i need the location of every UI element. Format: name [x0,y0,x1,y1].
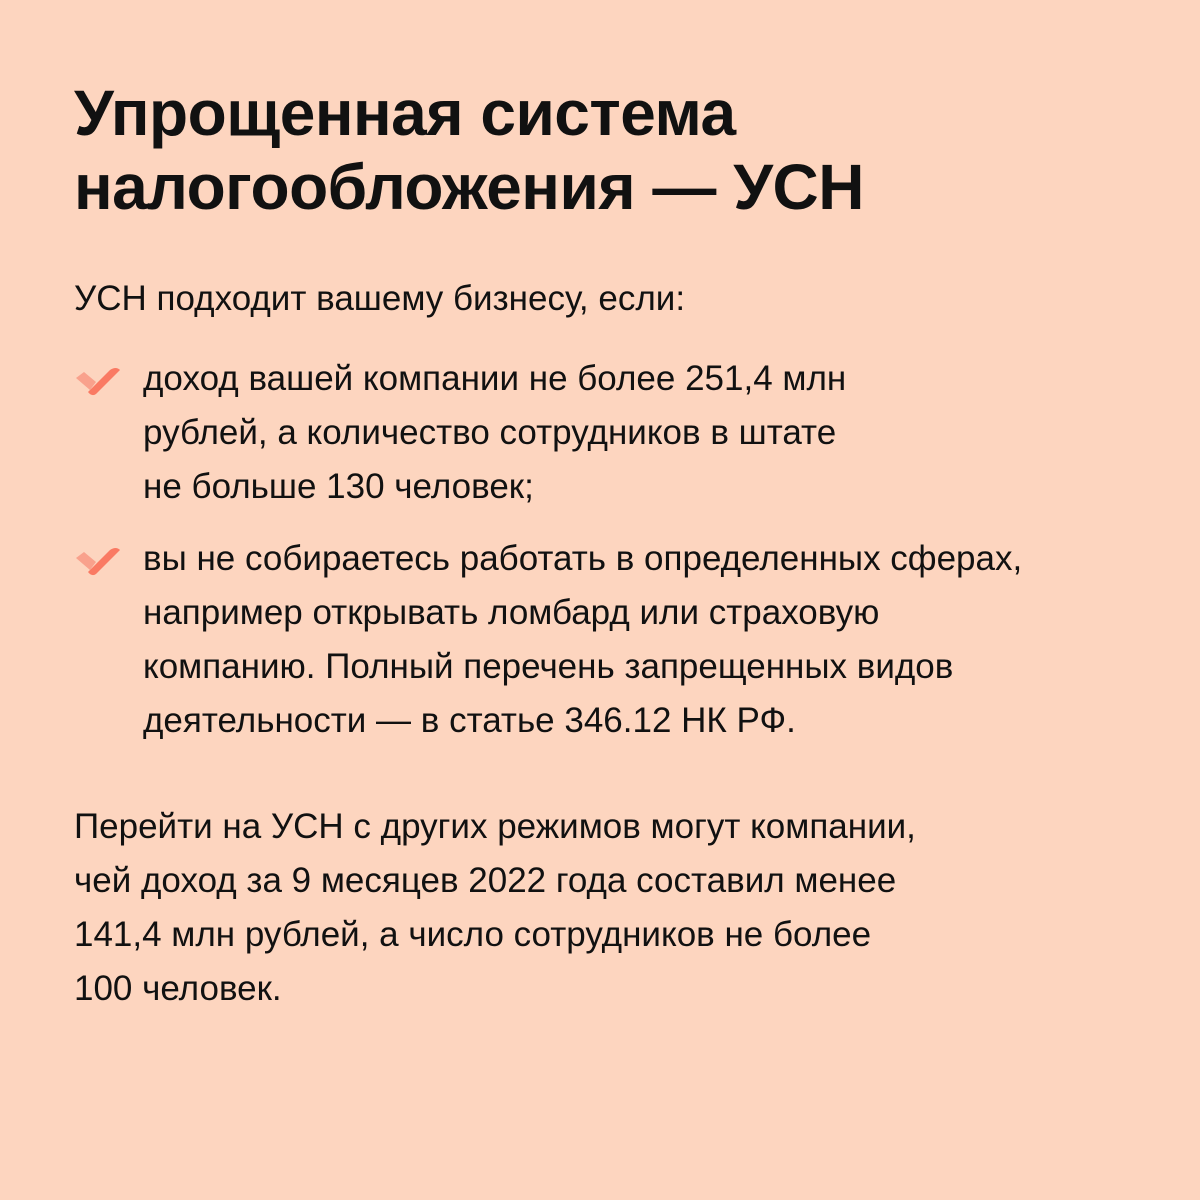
outro-text [74,800,916,1016]
intro-text: УСН подходит вашему бизнесу, если: [74,279,686,318]
list-item-line: не больше 130 человек; [143,467,534,506]
outro-line: чей доход за 9 месяцев 2022 года составил менее [74,861,897,900]
check-icon [74,366,122,396]
title-line: Упрощенная система [74,77,736,149]
list-item-line: доход вашей компании не более 251,4 млн [143,359,847,398]
list-item-line: вы не собираетесь работать в определенных сферах, [143,539,1023,578]
list-item [74,532,1174,748]
list-item-line: например открывать ломбард или страховую [143,593,880,632]
page-title [74,76,1124,224]
list-item [74,352,1174,514]
title-line: налогообложения — УСН [74,151,864,223]
outro-line: Перейти на УСН с других режимов могут компании, [74,807,916,846]
list-item-line: деятельности — в статье 346.12 НК РФ. [143,701,796,740]
outro-line: 100 человек. [74,969,282,1008]
criteria-list [74,352,1174,766]
list-item-line: рублей, а количество сотрудников в штате [143,413,837,452]
list-item-line: компанию. Полный перечень запрещенных видов [143,647,954,686]
outro-line: 141,4 млн рублей, а число сотрудников не более [74,915,872,954]
check-icon [74,546,122,576]
